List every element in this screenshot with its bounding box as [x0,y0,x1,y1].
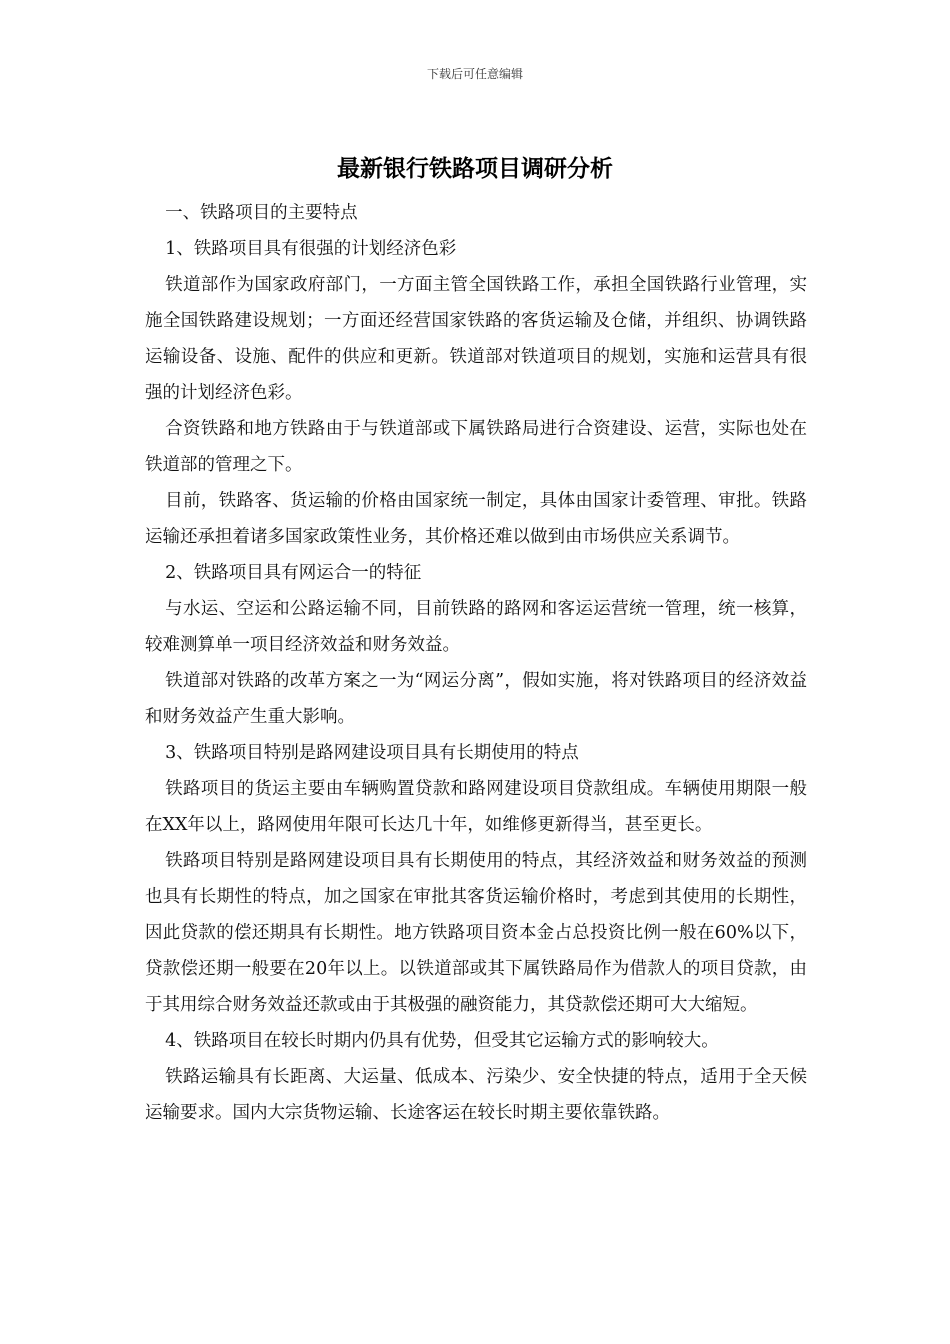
section-heading-1: 1、铁路项目具有很强的计划经济色彩 [165,239,457,259]
section-heading-4: 4、铁路项目在较长时期内仍具有优势，但受其它运输方式的影响较大。 [165,1031,719,1051]
paragraph-1-1: 铁道部作为国家政府部门，一方面主管全国铁路工作，承担全国铁路行业管理，实施全国铁路建设规划；一方面还经营国家铁路的客货运输及仓储，并组织、协调铁路运输设备、设施、配件的供应和更新。铁道部对铁道项目的规划，实施和运营具有很强的计划经济色彩。 [145,275,807,403]
document-body [145,195,807,1131]
section-heading-3: 3、铁路项目特别是路网建设项目具有长期使用的特点 [165,743,579,763]
paragraph-2-2: 铁道部对铁路的改革方案之一为“网运分离”，假如实施，将对铁路项目的经济效益和财务效益产生重大影响。 [145,671,807,727]
paragraph-3-1: 铁路项目的货运主要由车辆购置贷款和路网建设项目贷款组成。车辆使用期限一般在XX年以上，路网使用年限可长达几十年，如维修更新得当，甚至更长。 [145,779,807,835]
page-header-note: 下载后可任意编辑 [426,67,523,81]
section-heading-2: 2、铁路项目具有网运合一的特征 [165,563,422,583]
paragraph-3-2: 铁路项目特别是路网建设项目具有长期使用的特点，其经济效益和财务效益的预测也具有长期性的特点，加之国家在审批其客货运输价格时，考虑到其使用的长期性，因此贷款的偿还期具有长期性。地方铁路项目资本金占总投资比例一般在60%以下，贷款偿还期一般要在20年以上。以铁道部或其下属铁路局作为借款人的项目贷款，由于其用综合财务效益还款或由于其极强的融资能力，其贷款偿还期可大大缩短。 [145,851,807,1015]
paragraph-4-1: 铁路运输具有长距离、大运量、低成本、污染少、安全快捷的特点，适用于全天候运输要求。国内大宗货物运输、长途客运在较长时期主要依靠铁路。 [145,1067,807,1123]
paragraph-1-2: 合资铁路和地方铁路由于与铁道部或下属铁路局进行合资建设、运营，实际也处在铁道部的管理之下。 [145,419,807,475]
document-title: 最新银行铁路项目调研分析 [337,155,613,182]
paragraph-2-1: 与水运、空运和公路运输不同，目前铁路的路网和客运运营统一管理，统一核算，较难测算单一项目经济效益和财务效益。 [145,599,807,655]
paragraph-1-3: 目前，铁路客、货运输的价格由国家统一制定，具体由国家计委管理、审批。铁路运输还承担着诸多国家政策性业务，其价格还难以做到由市场供应关系调节。 [145,491,807,547]
section-heading-main: 一、铁路项目的主要特点 [165,203,358,223]
